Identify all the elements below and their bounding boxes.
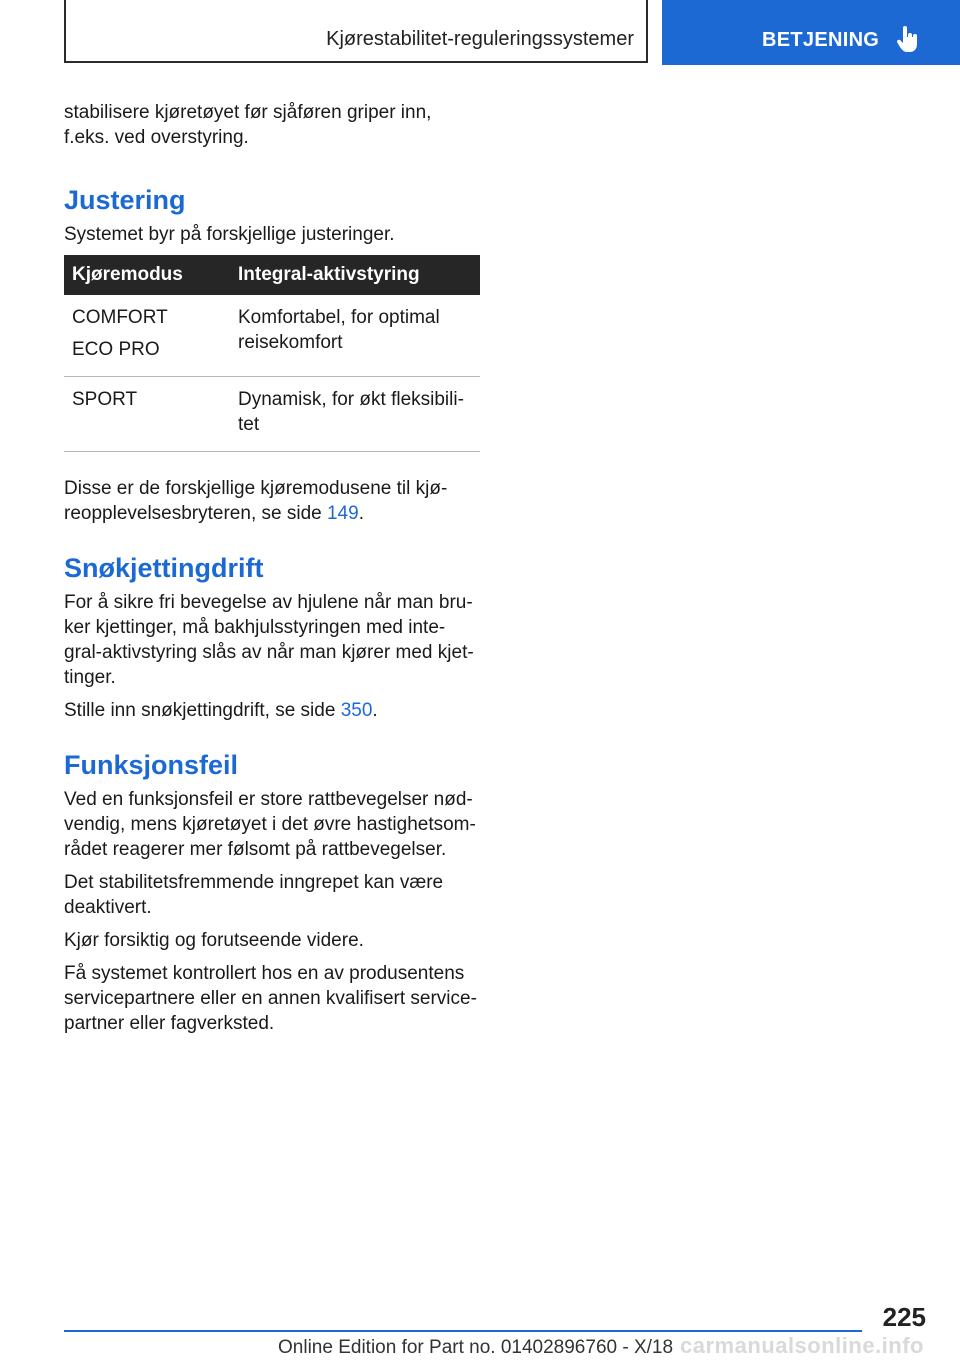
funksjonsfeil-paragraph: Det stabilitetsfremmende inngrepet kan være deaktivert.: [64, 872, 444, 918]
section-label: BETJENING: [762, 29, 880, 51]
page-content: [64, 100, 480, 1044]
mode-label: SPORT: [72, 389, 138, 410]
funksjonsfeil-paragraph: Ved en funksjonsfeil er store rattbevegelser nød-vendig, mens kjøretøyet i det øvre hastighetsom-rådet reagerer mer følsomt på rattbevegelser.: [64, 789, 476, 860]
table-cell-description: Dynamisk, for økt fleksibili-tet: [230, 377, 480, 452]
intro-paragraph: stabilisere kjøretøyet før sjåføren griper inn, f.eks. ved overstyring.: [64, 102, 432, 148]
page-link-149[interactable]: 149: [326, 503, 359, 524]
table-header-cell: Kjøremodus: [64, 255, 230, 295]
page-link-350[interactable]: 350: [340, 700, 373, 721]
table-cell-mode: [64, 377, 230, 452]
funksjonsfeil-paragraph: Få systemet kontrollert hos en av produsentens servicepartnere eller en annen kvalifisert service-partner eller fagverksted.: [64, 963, 477, 1034]
reference-text: Disse er de forskjellige kjøremodusene til kjø-reopplevelsesbryteren, se side: [64, 478, 448, 524]
page-number: 225: [882, 1302, 926, 1332]
watermark: carmanualsonline.info: [680, 1333, 924, 1358]
table-cell-mode: [64, 295, 230, 377]
snokjetting-reference-paragraph: [64, 698, 480, 723]
chapter-title: Kjørestabilitet-reguleringssystemer: [326, 28, 634, 50]
footer-divider: [64, 1330, 862, 1332]
edition-footer: Online Edition for Part no. 01402896760 - X/18: [278, 1337, 674, 1358]
table-header-row: [64, 255, 480, 295]
heading-justering: Justering: [64, 185, 186, 215]
section-tab[interactable]: [662, 0, 960, 65]
heading-snokjettingdrift: Snøkjettingdrift: [64, 553, 264, 583]
funksjonsfeil-paragraph: Kjør forsiktig og forutseende videre.: [64, 930, 364, 951]
reference-text: Stille inn snøkjettingdrift, se side: [64, 700, 341, 721]
hand-pointer-icon: [896, 26, 920, 54]
drive-mode-reference-paragraph: [64, 476, 480, 526]
table-header-cell: Integral-aktivstyring: [230, 255, 480, 295]
drive-mode-table: [64, 255, 480, 452]
table-row: [64, 295, 480, 377]
mode-label: COMFORT: [72, 307, 168, 328]
justering-paragraph: Systemet byr på forskjellige justeringer.: [64, 224, 395, 245]
heading-funksjonsfeil: Funksjonsfeil: [64, 750, 239, 780]
snokjetting-paragraph: For å sikre fri bevegelse av hjulene når man bru-ker kjettinger, må bakhjulsstyringen med inte-gral-aktivstyring slås av når man kjører med kjet-tinger.: [64, 592, 474, 688]
reference-end: .: [358, 503, 364, 524]
chapter-header-box: [64, 0, 648, 63]
table-row: [64, 377, 480, 452]
mode-label: ECO PRO: [72, 339, 160, 360]
reference-end: .: [372, 700, 378, 721]
table-cell-description: Komfortabel, for optimal reisekomfort: [230, 295, 480, 377]
